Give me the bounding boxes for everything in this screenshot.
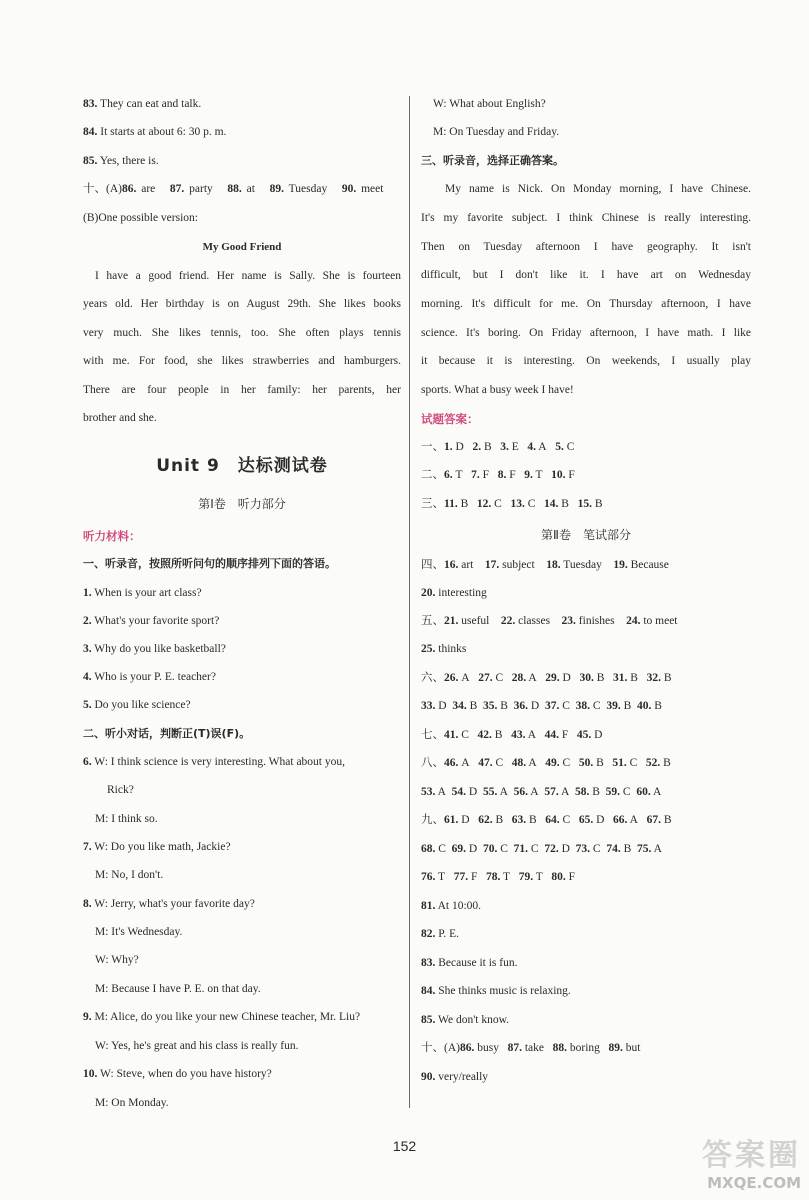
answers-heading: 试题答案： [421,412,479,426]
section-3-heading: 三、听录音，选择正确答案。 [421,154,564,167]
essay-line: There are four people in her family: her parents, her [83,384,401,396]
answer-84: 84. It starts at about 6: 30 p. m. [83,126,227,138]
answer-85: 85. We don't know. [421,1014,510,1026]
section-8-answers: 八、46. A 47. C 48. A 49. C 50. B 51. C 52. B [421,757,671,769]
section-9-answers: 76. T 77. F 78. T 79. T 80. F [421,871,576,883]
listening-item-1: 1. When is your art class? [83,587,202,599]
section-2-heading: 二、听小对话，判断正(T)误(F)。 [83,727,251,740]
passage-line: difficult, but I don't like it. I have art on Wednesday [421,269,751,281]
essay-line: with me. For food, she likes strawberries and hamburgers. [83,355,401,367]
page-number: 152 [392,1138,417,1154]
passage-line: morning. It's difficult for me. On Thursday afternoon, I have [421,298,751,310]
listening-item-2: 2. What's your favorite sport? [83,615,220,627]
answer-81: 81. At 10:00. [421,900,482,912]
dialog-8-line: M: Because I have P. E. on that day. [95,983,261,995]
answer-row: 一、1. D 2. B 3. E 4. A 5. C [421,441,575,453]
answer-84: 84. She thinks music is relaxing. [421,985,571,997]
dialog-line: W: What about English? [433,98,546,110]
part-2-title: 第Ⅱ卷 笔试部分 [541,528,631,542]
dialog-7-line: 7. W: Do you like math, Jackie? [83,841,231,853]
passage-line: Then on Tuesday afternoon I have geography. It isn't [421,241,751,253]
listening-item-4: 4. Who is your P. E. teacher? [83,671,216,683]
essay-line: years old. Her birthday is on August 29th. She likes books [83,298,401,310]
dialog-6-line: 6. W: I think science is very interesting. What about you, [83,756,345,768]
dialog-8-line: W: Why? [95,954,139,966]
dialog-6-line: Rick? [107,784,134,796]
section-7-answers: 七、41. C 42. B 43. A 44. F 45. D [421,729,603,741]
answer-82: 82. P. E. [421,928,460,940]
dialog-8-line: M: It's Wednesday. [95,926,183,938]
passage-line: It's my favorite subject. I think Chinese is really interesting. [421,212,751,224]
section-8-answers: 53. A 54. D 55. A 56. A 57. A 58. B 59. C 60. A [421,786,662,798]
section-6-answers: 33. D 34. B 35. B 36. D 37. C 38. C 39. B 40. B [421,700,662,712]
answer-83: 83. Because it is fun. [421,957,518,969]
section-6-answers: 六、26. A 27. C 28. A 29. D 30. B 31. B 32. B [421,672,672,684]
section-4-answers: 20. interesting [421,587,487,599]
section-9-answers: 68. C 69. D 70. C 71. C 72. D 73. C 74. B 75. A [421,843,662,855]
listening-item-5: 5. Do you like science? [83,699,191,711]
section-4-answers: 四、16. art 17. subject 18. Tuesday 19. Because [421,559,669,571]
passage-line: sports. What a busy week I have! [421,384,574,396]
dialog-10-line: M: On Monday. [95,1097,169,1109]
dialog-9-line: W: Yes, he's great and his class is really fun. [95,1040,299,1052]
section-5-answers: 五、21. useful 22. classes 23. finishes 24. to meet [421,615,678,627]
dialog-7-line: M: No, I don't. [95,869,164,881]
column-divider [409,96,410,1108]
section-10b: (B)One possible version: [83,212,198,224]
section-9-answers: 九、61. D 62. B 63. B 64. C 65. D 66. A 67. B [421,814,672,826]
section-10a: 十、(A)86. are 87. party 88. at 89. Tuesday 90. meet [83,183,384,195]
section-1-heading: 一、听录音，按照所听问句的顺序排列下面的答语。 [83,557,336,570]
answer-row: 二、6. T 7. F 8. F 9. T 10. F [421,469,575,481]
answer-row: 三、11. B 12. C 13. C 14. B 15. B [421,498,603,510]
listening-item-3: 3. Why do you like basketball? [83,643,226,655]
essay-line: brother and she. [83,412,157,424]
watermark-text: 答案圈 [702,1138,801,1173]
dialog-9-line: 9. M: Alice, do you like your new Chinese teacher, Mr. Liu? [83,1011,361,1023]
dialog-8-line: 8. W: Jerry, what's your favorite day? [83,898,255,910]
dialog-line: M: On Tuesday and Friday. [433,126,560,138]
part-1-title: 第Ⅰ卷 听力部分 [198,497,286,511]
passage-line: science. It's boring. On Friday afternoon, I have math. I like [421,327,751,339]
watermark-url: MXQE.COM [707,1174,801,1192]
dialog-10-line: 10. W: Steve, when do you have history? [83,1068,272,1080]
listening-heading: 听力材料： [83,529,141,543]
passage-line: My name is Nick. On Monday morning, I have Chinese. [445,183,751,195]
essay-line: very much. She likes tennis, too. She often plays tennis [83,327,401,339]
watermark-logo [702,1130,801,1192]
answer-90: 90. very/really [421,1071,489,1083]
unit-title: Unit 9 达标测试卷 [156,456,328,476]
dialog-6-line: M: I think so. [95,813,158,825]
section-10-answers: 十、(A)86. busy 87. take 88. boring 89. but [421,1042,641,1054]
answer-85: 85. Yes, there is. [83,155,159,167]
essay-title: My Good Friend [202,241,282,253]
answer-83: 83. They can eat and talk. [83,98,202,110]
section-5-answers: 25. thinks [421,643,467,655]
essay-line: I have a good friend. Her name is Sally. She is fourteen [95,270,401,282]
passage-line: it because it is interesting. On weekends, I usually play [421,355,751,367]
